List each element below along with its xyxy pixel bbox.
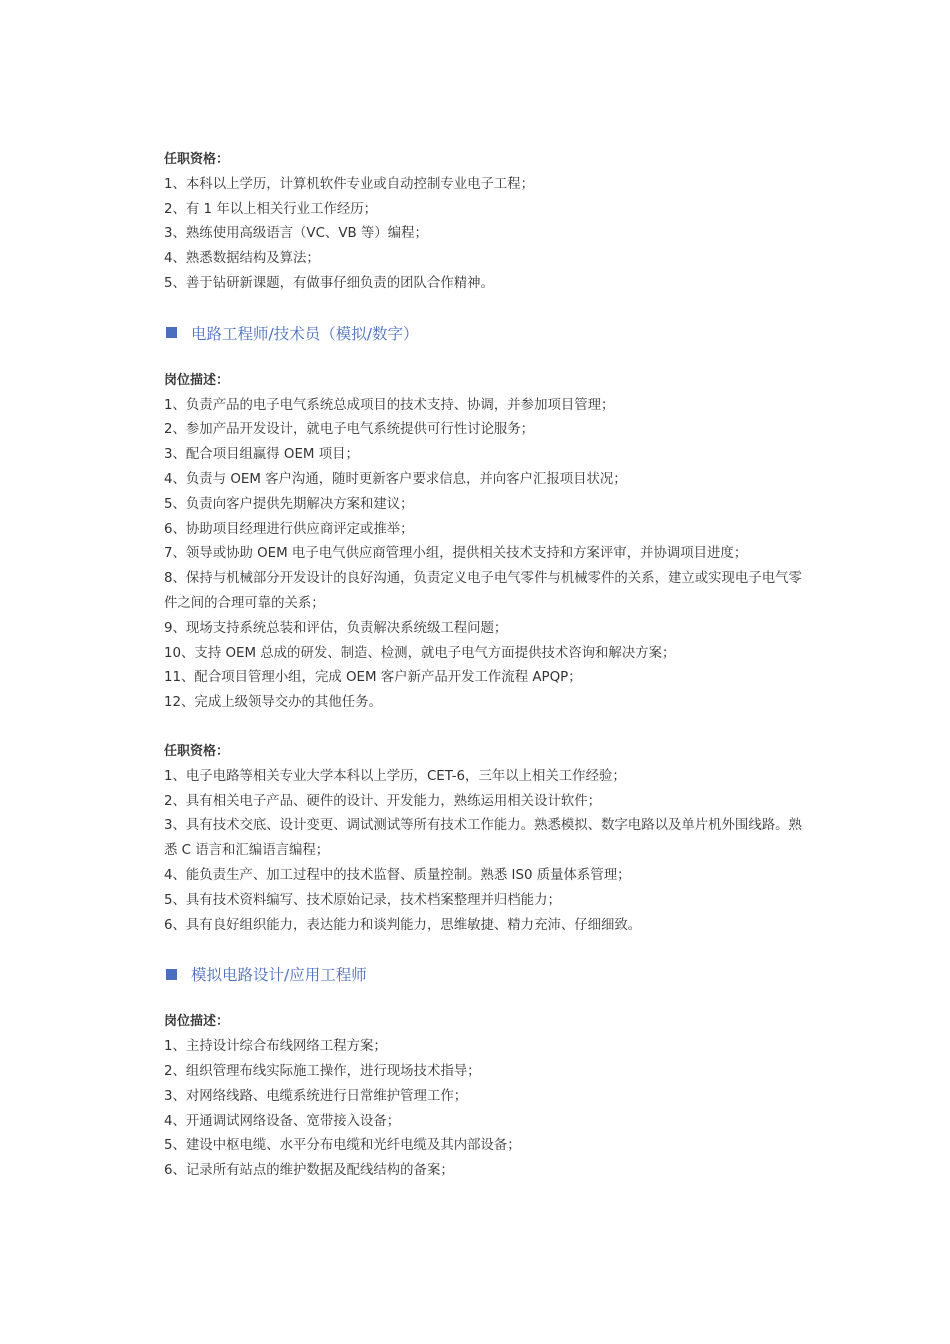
section-heading bbox=[164, 321, 804, 345]
list-item: 7、领导或协助 OEM 电子电气供应商管理小组，提供相关技术支持和方案评审，并协调项目进度； bbox=[164, 546, 748, 562]
list-item: 4、负责与 OEM 客户沟通，随时更新客户要求信息，并向客户汇报项目状况； bbox=[164, 471, 627, 487]
description-list bbox=[164, 1035, 804, 1184]
list-item: 8、保持与机械部分开发设计的良好沟通，负责定义电子电气零件与机械零件的关系，建立或实现电子电气零件之间的合理可靠的关系； bbox=[164, 571, 802, 611]
list-item: 1、电子电路等相关专业大学本科以上学历，CET-6，三年以上相关工作经验； bbox=[164, 768, 626, 784]
list-item: 4、能负责生产、加工过程中的技术监督、质量控制。熟悉 IS0 质量体系管理； bbox=[164, 867, 631, 883]
description-title: 岗位描述： bbox=[164, 372, 230, 388]
list-item: 1、主持设计综合布线网络工程方案； bbox=[164, 1039, 387, 1055]
list-item: 4、开通调试网络设备、宽带接入设备； bbox=[164, 1113, 401, 1129]
list-item: 5、善于钻研新课题，有做事仔细负责的团队合作精神。 bbox=[164, 275, 494, 291]
section-title: 模拟电路设计/应用工程师 bbox=[191, 966, 367, 985]
list-item: 11、配合项目管理小组，完成 OEM 客户新产品开发工作流程 APQP； bbox=[164, 670, 582, 686]
document-page bbox=[164, 148, 804, 1184]
list-item: 3、熟练使用高级语言（VC、VB 等）编程； bbox=[164, 226, 428, 242]
list-item: 10、支持 OEM 总成的研发、制造、检测，就电子电气方面提供技术咨询和解决方案； bbox=[164, 645, 676, 661]
requirements-list bbox=[164, 765, 804, 939]
list-item: 12、完成上级领导交办的其他任务。 bbox=[164, 695, 382, 711]
list-item: 3、配合项目组赢得 OEM 项目； bbox=[164, 447, 359, 463]
list-item: 2、具有相关电子产品、硬件的设计、开发能力，熟练运用相关设计软件； bbox=[164, 793, 602, 809]
list-item: 1、负责产品的电子电气系统总成项目的技术支持、协调，并参加项目管理； bbox=[164, 397, 615, 413]
description-list bbox=[164, 394, 804, 716]
list-item: 9、现场支持系统总装和评估，负责解决系统级工程问题； bbox=[164, 620, 508, 636]
requirements-list bbox=[164, 173, 804, 297]
description-title: 岗位描述： bbox=[164, 1014, 230, 1030]
list-item: 5、具有技术资料编写、技术原始记录，技术档案整理并归档能力； bbox=[164, 892, 561, 908]
list-item: 2、参加产品开发设计，就电子电气系统提供可行性讨论服务； bbox=[164, 422, 535, 438]
square-bullet-icon bbox=[166, 327, 177, 338]
list-item: 5、负责向客户提供先期解决方案和建议； bbox=[164, 496, 414, 512]
list-item: 6、协助项目经理进行供应商评定或推举； bbox=[164, 521, 414, 537]
list-item: 2、有 1 年以上相关行业工作经历； bbox=[164, 201, 378, 217]
list-item: 6、记录所有站点的维护数据及配线结构的备案； bbox=[164, 1163, 454, 1179]
list-item: 5、建设中枢电缆、水平分布电缆和光纤电缆及其内部设备； bbox=[164, 1138, 521, 1154]
square-bullet-icon bbox=[166, 969, 177, 980]
list-item: 4、熟悉数据结构及算法； bbox=[164, 251, 320, 267]
list-item: 3、对网络线路、电缆系统进行日常维护管理工作； bbox=[164, 1088, 468, 1104]
list-item: 6、具有良好组织能力，表达能力和谈判能力，思维敏捷、精力充沛、仔细细致。 bbox=[164, 917, 642, 933]
requirements-title: 任职资格： bbox=[164, 152, 230, 167]
section-title: 电路工程师/技术员（模拟/数字） bbox=[191, 324, 419, 343]
list-item: 1、本科以上学历，计算机软件专业或自动控制专业电子工程； bbox=[164, 176, 535, 192]
list-item: 2、组织管理布线实际施工操作，进行现场技术指导； bbox=[164, 1063, 481, 1079]
list-item: 3、具有技术交底、设计变更、调试测试等所有技术工作能力。熟悉模拟、数字电路以及单片机外围线路。熟悉 C 语言和汇编语言编程； bbox=[164, 818, 802, 859]
section-heading bbox=[164, 962, 804, 986]
requirements-title: 任职资格： bbox=[164, 743, 230, 759]
